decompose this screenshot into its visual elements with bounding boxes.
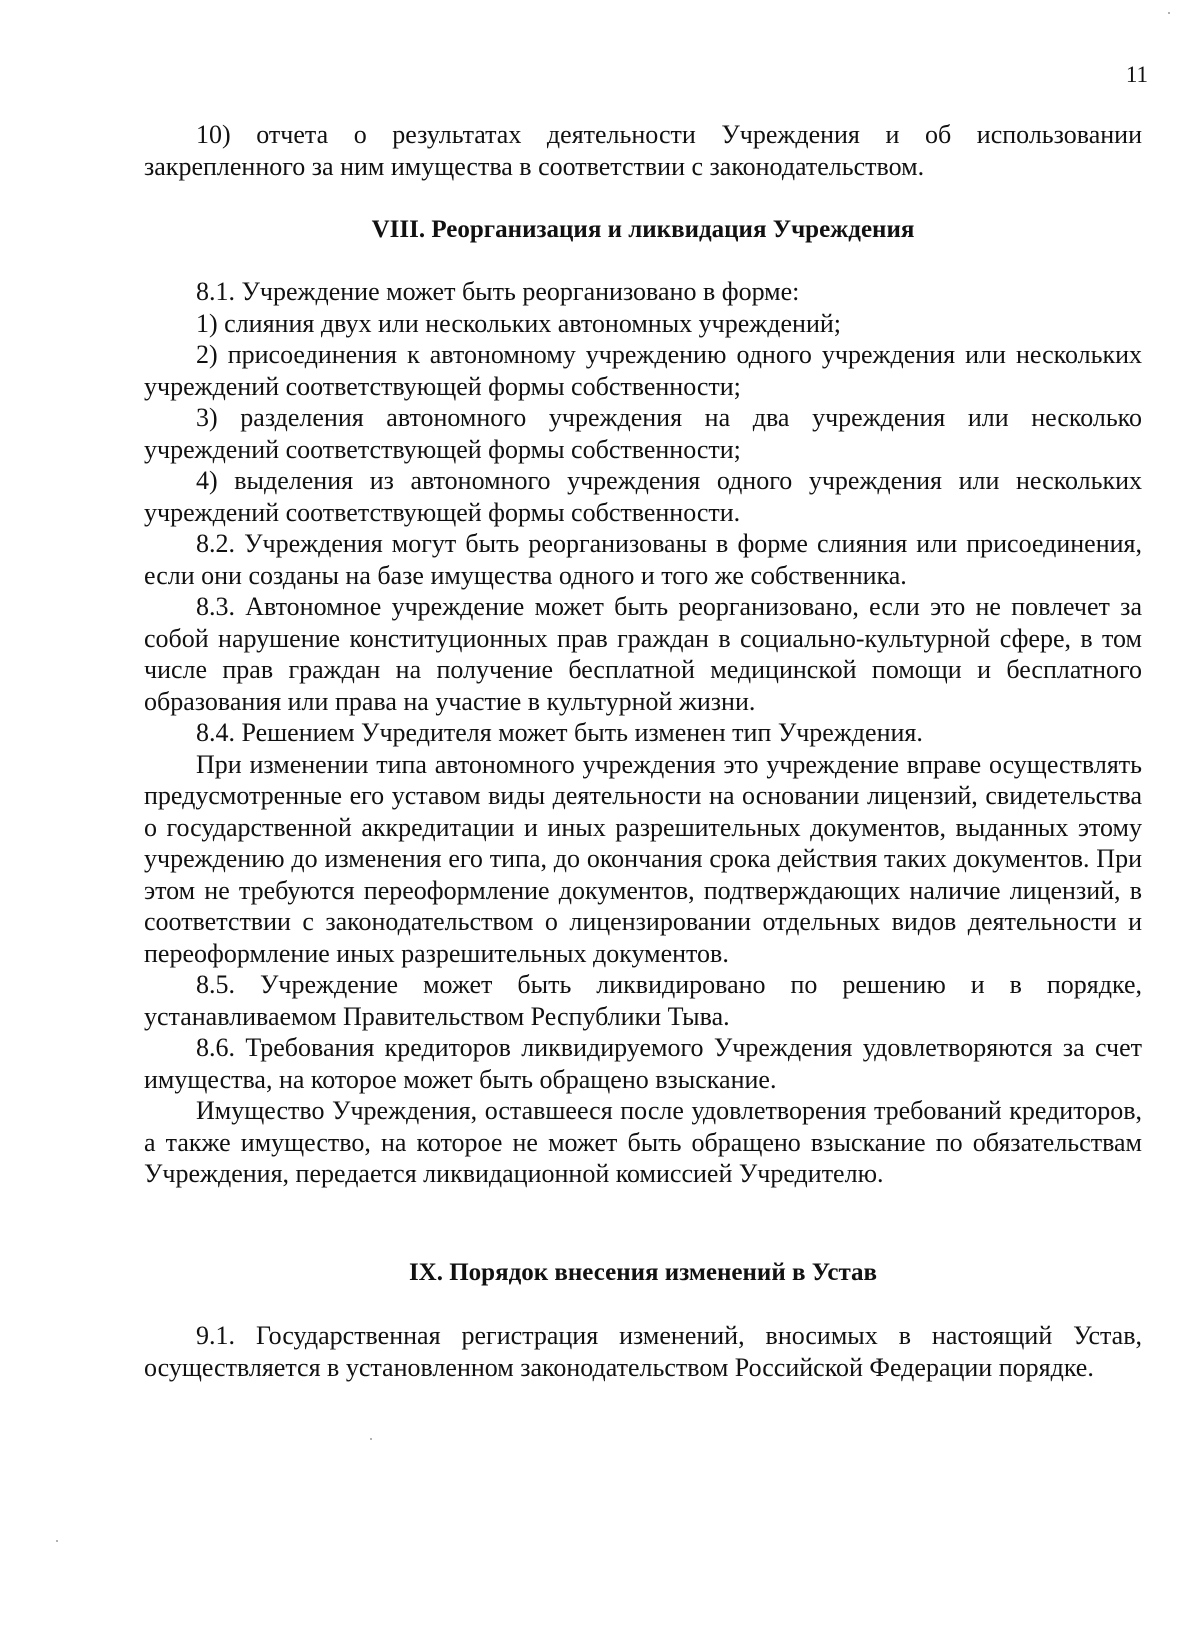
paragraph: 8.2. Учреждения могут быть реорганизованы в форме слияния или присоединения, если они созданы на базе имущества одного и того же собственника. <box>144 529 1142 590</box>
paragraph: 8.4. Решением Учредителя может быть изменен тип Учреждения. <box>196 718 923 747</box>
paragraph: 1) слияния двух или нескольких автономных учреждений; <box>196 308 841 338</box>
paragraph: 9.1. Государственная регистрация изменений, вносимых в настоящий Устав, осуществляется в установленном законодательством Российской Федерации порядке. <box>144 1321 1142 1382</box>
paragraph: Имущество Учреждения, оставшееся после удовлетворения требований кредиторов, а также имущество, на которое не может быть обращено взыскание по обязательствам Учреждения, передается ликвидационной комиссией Учредителю. <box>144 1096 1142 1188</box>
section-heading-9: IX. Порядок внесения изменений в Устав <box>408 1259 878 1286</box>
scan-speck <box>56 1540 58 1542</box>
section-9-body <box>144 1320 1142 1383</box>
paragraph: 2) присоединения к автономному учреждению одного учреждения или нескольких учреждений соответствующей формы собственности; <box>144 340 1142 401</box>
scan-speck <box>370 1438 372 1440</box>
paragraph: 3) разделения автономного учреждения на два учреждения или несколько учреждений соответствующей формы собственности; <box>144 403 1142 464</box>
intro-text <box>144 119 1142 182</box>
paragraph: При изменении типа автономного учреждения это учреждение вправе осуществлять предусмотренные его уставом виды деятельности на основании лицензий, свидетельства о государственной аккредитации и иных разрешительных документов, выданных этому учреждению до изменения его типа, до окончания срока действия таких документов. При этом не требуются переоформление документов, подтверждающих наличие лицензий, в соответствии с законодательством о лицензировании отдельных видов деятельности и переоформление иных разрешительных документов. <box>144 749 1142 968</box>
section-8-body <box>144 276 1142 1190</box>
section-heading-8: VIII. Реорганизация и ликвидация Учреждения <box>371 216 915 243</box>
paragraph: 8.3. Автономное учреждение может быть реорганизовано, если это не повлечет за собой нарушение конституционных прав граждан в социально-культурной сфере, в том числе прав граждан на получение бесплатной медицинской помощи и бесплатного образования или права на участие в культурной жизни. <box>144 592 1142 716</box>
paragraph: 8.1. Учреждение может быть реорганизовано в форме: <box>196 277 800 306</box>
paragraph: 8.5. Учреждение может быть ликвидировано по решению и в порядке, устанавливаемом Правительством Республики Тыва. <box>144 970 1142 1031</box>
paragraph: 10) отчета о результатах деятельности Учреждения и об использовании закрепленного за ним имущества в соответствии с законодательством. <box>144 120 1142 181</box>
paragraph: 8.6. Требования кредиторов ликвидируемого Учреждения удовлетворяются за счет имущества, на которое может быть обращено взыскание. <box>144 1033 1142 1094</box>
page-number: 11 <box>1125 62 1148 87</box>
scan-speck <box>1168 12 1170 14</box>
paragraph: 4) выделения из автономного учреждения одного учреждения или нескольких учреждений соответствующей формы собственности. <box>144 466 1142 527</box>
